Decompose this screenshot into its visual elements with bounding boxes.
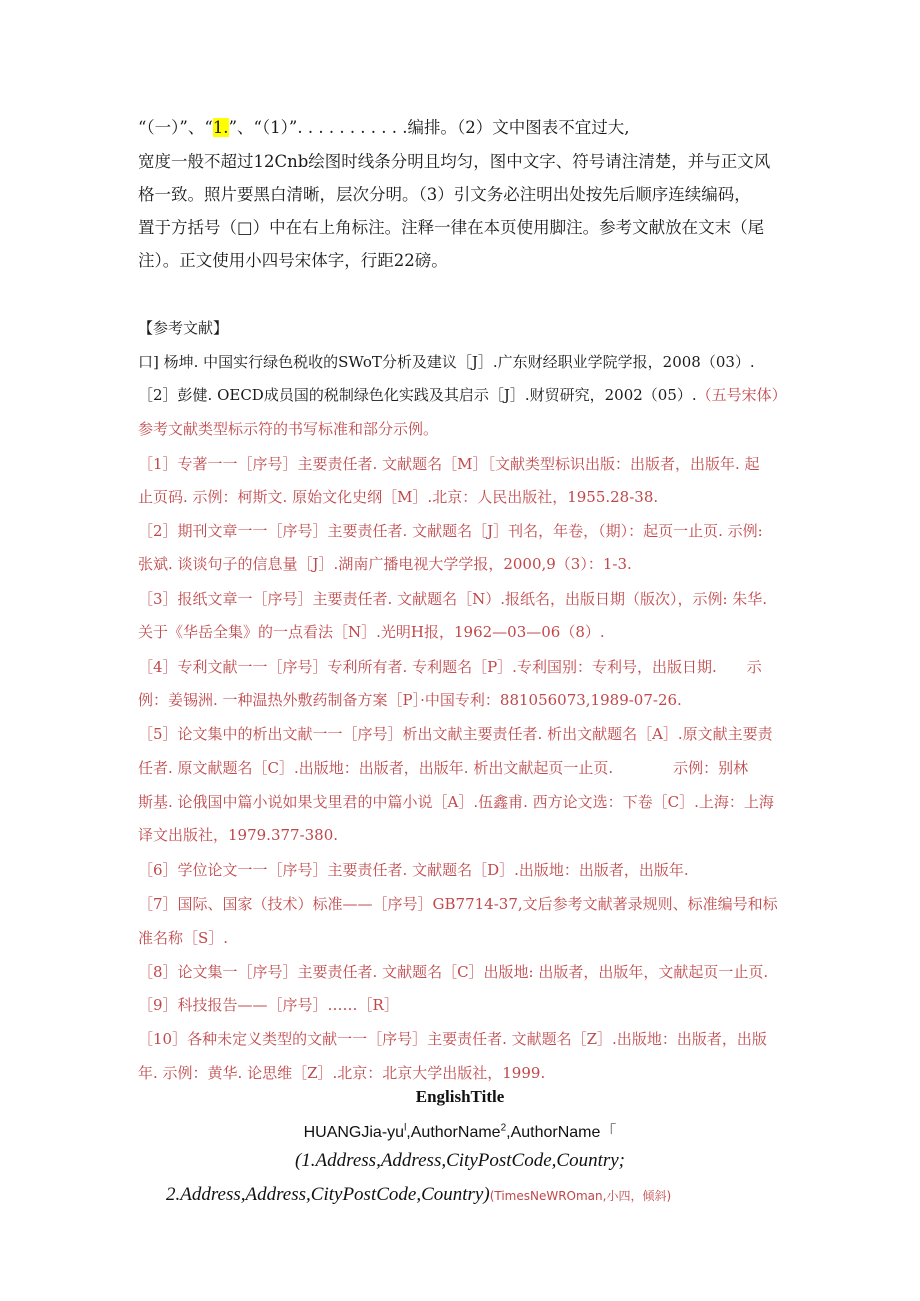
intro-line-2: 宽度一般不超过12Cnb绘图时线条分明且均匀，图中文字、符号请注清楚，并与正文风	[138, 152, 771, 171]
example-4-line-2: 例：姜锡洲. 一种温热外敷药制备方案［P］·中国专利：881056073,1989-07-26.	[138, 691, 682, 709]
highlighted-numbering: 1.	[212, 118, 229, 137]
intro-line-1-part-a: “（一）”、“	[138, 118, 213, 137]
example-8: ［8］论文集一［序号］主要责任者. 文献题名［C］出版地: 出版者，出版年，文献起页一止页.	[138, 963, 769, 981]
example-5-line-2: 任者. 原文献题名［C］.出版地：出版者，出版年. 析出文献起页一止页. 示例：别林	[138, 759, 749, 777]
example-2-line-2: 张斌. 谈谈句子的信息量［J］.湖南广播电视大学学报，2000,9（3）：1-3.	[138, 555, 632, 573]
references-heading: 【参考文献】	[138, 319, 229, 337]
author-2-affiliation: 2	[500, 1122, 507, 1134]
example-5-line-3: 斯基. 论俄国中篇小说如果戈里君的中篇小说［A］.伍鑫甫. 西方论文选：下卷［C］.上海：上海	[138, 793, 774, 811]
author-2: ,AuthorName	[406, 1124, 501, 1141]
example-10-line-2: 年. 示例：黄华. 论思维［Z］.北京：北京大学出版社，1999.	[138, 1064, 546, 1082]
font-note: （五号宋体）	[696, 386, 787, 404]
example-5-line-1: ［5］论文集中的析出文献一一［序号］析出文献主要责任者. 析出文献题名［A］.原文献主要责	[138, 725, 773, 743]
intro-line-1-part-b: ”、“（1）”. . . . . . . . . . .编排。（2）文中图表不宜过大,	[228, 118, 630, 137]
example-7-line-2: 准名称［S］.	[138, 929, 229, 947]
author-1-affiliation: l	[404, 1122, 407, 1134]
reference-item-1: 口] 杨坤. 中国实行绿色税收的SWoT分析及建议［J］.广东财经职业学院学报，2008（03）.	[138, 353, 755, 371]
example-9: ［9］科技报告——［序号］……［R］	[138, 996, 399, 1014]
example-4-line-1: ［4］专利文献一一［序号］专利所有者. 专利题名［P］.专利国别：专利号，出版日期. 示	[138, 658, 762, 676]
example-5-line-4: 译文出版社，1979.377-380.	[138, 826, 339, 844]
example-7-line-1: ［7］国际、国家（技术）标准——［序号］GB7714-37,文后参考文献著录规则、标准编号和标	[138, 895, 778, 913]
example-6: ［6］学位论文一一［序号］主要责任者. 文献题名［D］.出版地：出版者，出版年.	[138, 861, 689, 879]
english-title: EnglishTitle	[415, 1087, 505, 1106]
intro-line-5: 注）。正文使用小四号宋体字，行距22磅。	[138, 251, 448, 270]
example-1-line-1: ［1］专著一一［序号］主要责任者. 文献题名［M］［文献类型标识出版：出版者，出版年. 起	[138, 455, 760, 473]
intro-line-4: 置于方括号（□）中在右上角标注。注释一律在本页使用脚注。参考文献放在文末（尾	[138, 218, 765, 237]
reference-item-2-text: ［2］彭健. OECD成员国的税制绿色化实践及其启示［J］.财贸研究，2002（05）.	[138, 386, 697, 404]
reference-item-2	[138, 384, 787, 405]
example-3-line-2: 关于《华岳全集》的一点看法［N］.光明H报，1962—03—06（8）.	[138, 623, 605, 641]
address-line-2-text: 2.Address,Address,CityPostCode,Country)	[166, 1184, 490, 1205]
example-3-line-1: ［3］报纸文章一［序号］主要责任者. 文献题名［N）.报纸名，出版日期（版次），示例: 朱华.	[138, 590, 768, 608]
english-authors	[0, 1119, 920, 1142]
author-1: HUANGJia-yu	[303, 1124, 405, 1141]
intro-line-1	[138, 114, 630, 138]
author-3: ,AuthorName「	[506, 1124, 617, 1141]
example-1-line-2: 止页码. 示例：柯斯文. 原始文化史纲［M］.北京：人民出版社，1955.28-38.	[138, 488, 659, 506]
example-2-line-1: ［2］期刊文章一一［序号］主要责任者. 文献题名［J］刊名，年卷，（期）：起页一止页. 示例:	[138, 522, 763, 540]
address-line-2	[166, 1184, 671, 1206]
reference-types-intro: 参考文献类型标示符的书写标准和部分示例。	[138, 420, 439, 438]
example-10-line-1: ［10］各种未定义类型的文献一一［序号］主要责任者. 文献题名［Z］.出版地：出版者，出版	[138, 1030, 767, 1048]
address-line-1: (1.Address,Address,CityPostCode,Country;	[294, 1150, 625, 1171]
intro-line-3: 格一致。照片要黑白清晰，层次分明。（3）引文务必注明出处按先后顺序连续编码，	[138, 185, 751, 204]
address-font-note: (TimesNeWROman,小四，倾斜)	[489, 1189, 672, 1203]
